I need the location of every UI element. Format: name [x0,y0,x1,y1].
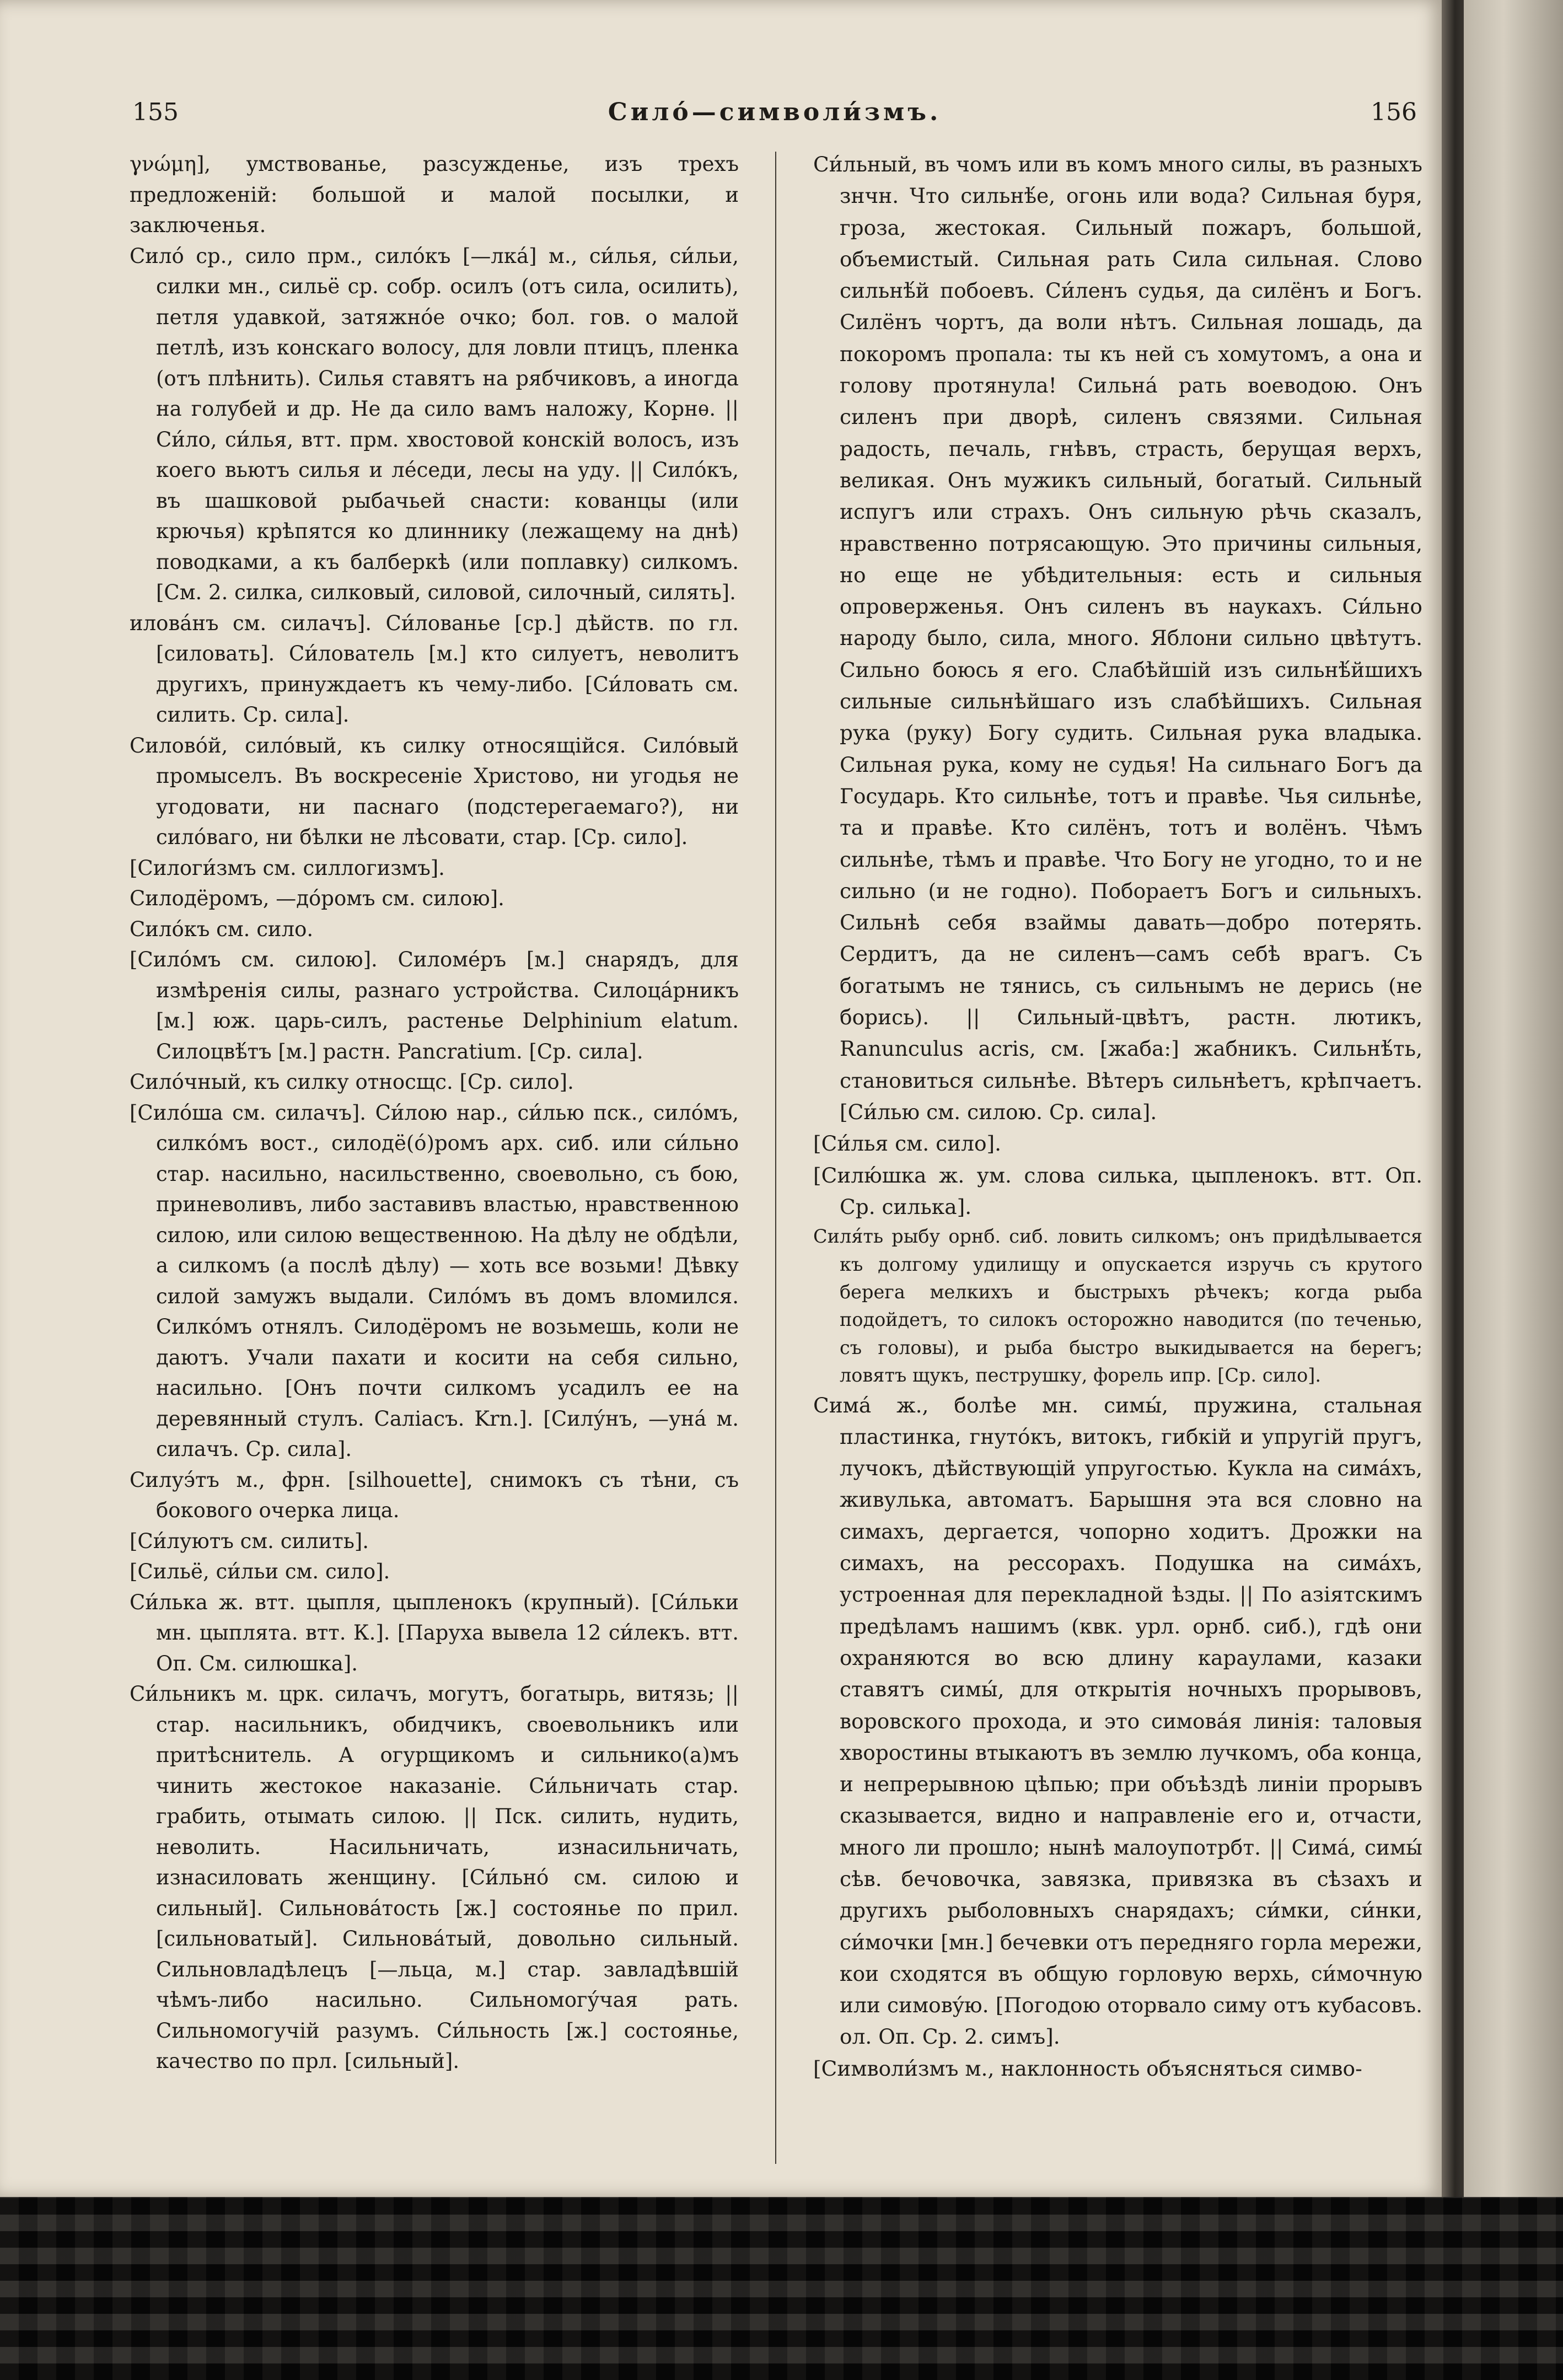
dictionary-entry: Си́льный, въ чомъ или въ комъ много силы, въ разныхъ знчн. Что сильнѣ́е, огонь или вода? Сильная буря, гроза, жестокая. Сильный пожаръ, большой, объемистый. Сильная рать Сила сильная. Слово сильнѣ́й побоевъ. Си́ленъ судья, да силёнъ и Богъ. Силёнъ чортъ, да воли нѣтъ. Сильная лошадь, да покоромъ пропала: ты къ ней съ хомутомъ, а она и голову протянула! Сильнá рать воеводою. Онъ силенъ при дворѣ, силенъ связями. Сильная радость, печаль, гнѣвъ, страсть, берущая верхъ, великая. Онъ мужикъ сильный, богатый. Сильный испугъ или страхъ. Онъ сильную рѣчь сказалъ, нравственно потрясающую. Это причины сильныя, но еще не убѣдительныя: есть и сильныя опроверженья. Онъ силенъ въ наукахъ. Си́льно народу было, сила, много. Яблони сильно цвѣтутъ. Сильно боюсь я его. Слабѣйшій изъ сильнѣ́йшихъ сильные сильнѣйшаго изъ слабѣйшихъ. Сильная рука (руку) Богу судить. Сильная рука владыка. Сильная рука, кому не судья! На сильнаго Богъ да Государь. Кто сильнѣе, тотъ и правѣе. Чья сильнѣе, та и правѣе. Кто силёнъ, тотъ и волёнъ. Чѣмъ сильнѣе, тѣмъ и правѣе. Что Богу не угодно, то и не сильно (и не годно). Побораетъ Богъ и сильныхъ. Сильнѣ себя взаймы давать—добро потерять. Сердитъ, да не силенъ—самъ себѣ врагъ. Съ богатымъ не тянись, съ сильнымъ не дерись (не борись). || Сильный-цвѣтъ, растн. лютикъ, Ranunculus acris, см. [жаба:] жабникъ. Сильнѣ́ть, становиться сильнѣе. Вѣтеръ сильнѣетъ, крѣпчаетъ. [Си́лью см. силою. Ср. сила]. [813,152,1422,1124]
dictionary-entry: Силóчный, къ силку относщс. [Ср. сило]. [130,1070,574,1094]
scanner-background [0,2197,1563,2380]
dictionary-entry: Силóкъ см. сило. [130,917,314,941]
page-header [132,98,1417,137]
entry-text: γνώμη], умствованье, разсужденье, изъ трехъ предложеній: большой и малой посылки, и заключенья. [130,152,739,237]
dictionary-entry: Симá ж., болѣе мн. симы́, пружина, стальная пластинка, гнутóкъ, витокъ, гибкій и упругій пругъ, лучокъ, дѣйствующій упругостью. Кукла на симáхъ, живулька, автоматъ. Барышня эта вся словно на симахъ, дергается, чопорно ходитъ. Дрожки на симахъ, на рессорахъ. Подушка на симáхъ, устроенная для перекладной ѣзды. || По азіятскимъ предѣламъ нашимъ (квк. урл. орнб. сиб.), гдѣ они охраняются во всю длину караулами, казаки ставятъ симы́, для открытія ночныхъ прорывовъ, воровского прохода, и это симовáя линія: таловыя хворостины втыкаютъ въ землю лучкомъ, оба конца, и непрерывною цѣпью; при объѣздѣ линіи прорывъ сказывается, видно и направленіе его и, отчасти, много ли прошло; нынѣ малоупотрбт. || Симá, симы́ сѣв. бечовочка, завязка, привязка въ сѣзахъ и другихъ рыболовныхъ снарядахъ; си́мки, си́нки, си́мочки [мн.] бечевки отъ передняго горла мережи, кои сходятся въ общую горловую верхь, си́мочную или симовýю. [Погодою оторвало симу отъ кубасовъ. ол. Оп. Ср. 2. симъ]. [813,1393,1422,2049]
dictionary-entry: Си́лька ж. втт. цыпля, цыпленокъ (крупный). [Си́льки мн. цыплята. втт. К.]. [Паруха вывела 12 си́лекъ. втт. Оп. См. силюшка]. [130,1590,739,1675]
page-number-left: 155 [132,98,179,126]
running-title: Сило́—символи́змъ. [608,98,942,126]
dictionary-entry: иловáнъ см. силачъ]. Си́лованье [ср.] дѣйств. по гл. [силовать]. Си́лователь [м.] кто силуетъ, неволитъ другихъ, принуждаетъ къ чему-либо. [Си́ловать см. силить. Ср. сила]. [130,611,739,727]
dictionary-entry: Сило́ ср., сило прм., силóкъ [—лка́] м., си́лья, си́льи, силки мн., сильё ср. собр. осилъ (отъ сила, осилить), петля удавкой, затяжнóе очко; бол. гов. о малой петлѣ, изъ конскаго волосу, для ловли птицъ, пленка (отъ плѣнить). Силья ставятъ на рябчиковъ, а иногда на голубей и др. Не да сило вамъ наложу, Корнѳ. || Си́ло, си́лья, втт. прм. хвостовой конскій волосъ, изъ коего вьютъ силья и лéседи, лесы на уду. || Силóкъ, въ шашковой рыбачьей снасти: кованцы (или крючья) крѣпятся ко длиннику (лежащему на днѣ) поводками, а къ балберкѣ (или поплавку) силкомъ. [См. 2. силка, силковый, силовой, силочный, силять]. [130,244,739,604]
page-number-right: 156 [1371,98,1417,126]
column-divider [775,152,776,2164]
adjacent-page-edge [1464,0,1563,2197]
dictionary-entry: Си́льникъ м. црк. силачъ, могутъ, богатырь, витязь; || стар. насильникъ, обидчикъ, своевольникъ или притѣснитель. А огурщикомъ и сильнико(а)мъ чинить жестокое наказаніе. Си́льничать стар. грабить, отымать силою. || Пск. силить, нудить, неволить. Насильничать, изнасильничать, изнасиловать женщину. [Си́льнó см. силою и сильный]. Сильновáтость [ж.] состоянье по прил. [сильноватый]. Сильновáтый, довольно сильный. Сильновладѣлецъ [—льца, м.] стар. завладѣвшій чѣмъ-либо насильно. Сильномогу́чая рать. Сильномогучій разумъ. Си́льность [ж.] состоянье, качество по прл. [сильный]. [130,1682,739,2073]
dictionary-entry: [Силю́шка ж. ум. слова силька, цыпленокъ. втт. Оп. Ср. силька]. [813,1163,1422,1219]
dictionary-entry: [Силóша см. силачъ]. Си́лою нар., си́лью пск., силóмъ, силкóмъ вост., силодё(ó)ромъ арх. сиб. или си́льно стар. насильно, насильственно, своевольно, съ бою, приневоливъ, либо заставивъ властью, нравственною силою, или силою вещественною. На дѣлу не обдѣли, а силкомъ (а послѣ дѣлу) — хоть все возьми! Дѣвку силой замужъ выдали. Силóмъ въ домъ вломился. Силкóмъ отнялъ. Силодёромъ не возьмешь, коли не даютъ. Учали пахати и косити на себя сильно, насильно. [Онъ почти силкомъ усадилъ ее на деревянный стулъ. Саліасъ. Krn.]. [Силу́нъ, —унá м. силачъ. Ср. сила]. [130,1100,739,1461]
dictionary-entry: [Силóмъ см. силою]. Силомéръ [м.] снарядъ, для измѣренія силы, разнаго устройства. Силоцáрникъ [м.] юж. царь-силъ, растенье Delphinium elatum. Силоцвѣ́тъ [м.] растн. Pancratium. [Ср. сила]. [130,948,739,1063]
dictionary-entry: Силовóй, силóвый, къ силку относящійся. Силóвый промыселъ. Въ воскресеніе Христово, ни угодья не угодовати, ни паснаго (подстерегаемаго?), ни силóваго, ни бѣлки не лѣсовати, стар. [Ср. сило]. [130,733,739,849]
dictionary-entry: [Силоги́змъ см. силлогизмъ]. [130,856,445,880]
dictionary-entry: [Си́луютъ см. силить]. [130,1529,369,1553]
dictionary-entry: Силуэ́тъ м., фрн. [silhouette], снимокъ съ тѣни, съ бокового очерка лица. [130,1468,739,1522]
book-gutter [1442,0,1464,2197]
left-column [130,149,739,2077]
dictionary-entry: [Сильё, си́льи см. сило]. [130,1560,390,1583]
dictionary-entry: [Символи́змъ м., наклонность объясняться симво- [813,2056,1362,2081]
dictionary-entry: Силя́ть рыбу орнб. сиб. ловить силкомъ; онъ придѣлывается къ долгому удилищу и опускается изручь съ крутого берега мелкихъ и быстрыхъ рѣчекъ; когда рыба подойдетъ, то силокъ осторожно наводится (по теченью, съ головы), и рыба быстро выкидывается на берегъ; ловятъ щукъ, пеструшку, форель ипр. [Ср. сило]. [813,1226,1422,1387]
right-column [813,149,1422,2084]
dictionary-entry: [Си́лья см. сило]. [813,1131,1002,1156]
dictionary-entry: Силодёромъ, —дóромъ см. силою]. [130,887,504,910]
